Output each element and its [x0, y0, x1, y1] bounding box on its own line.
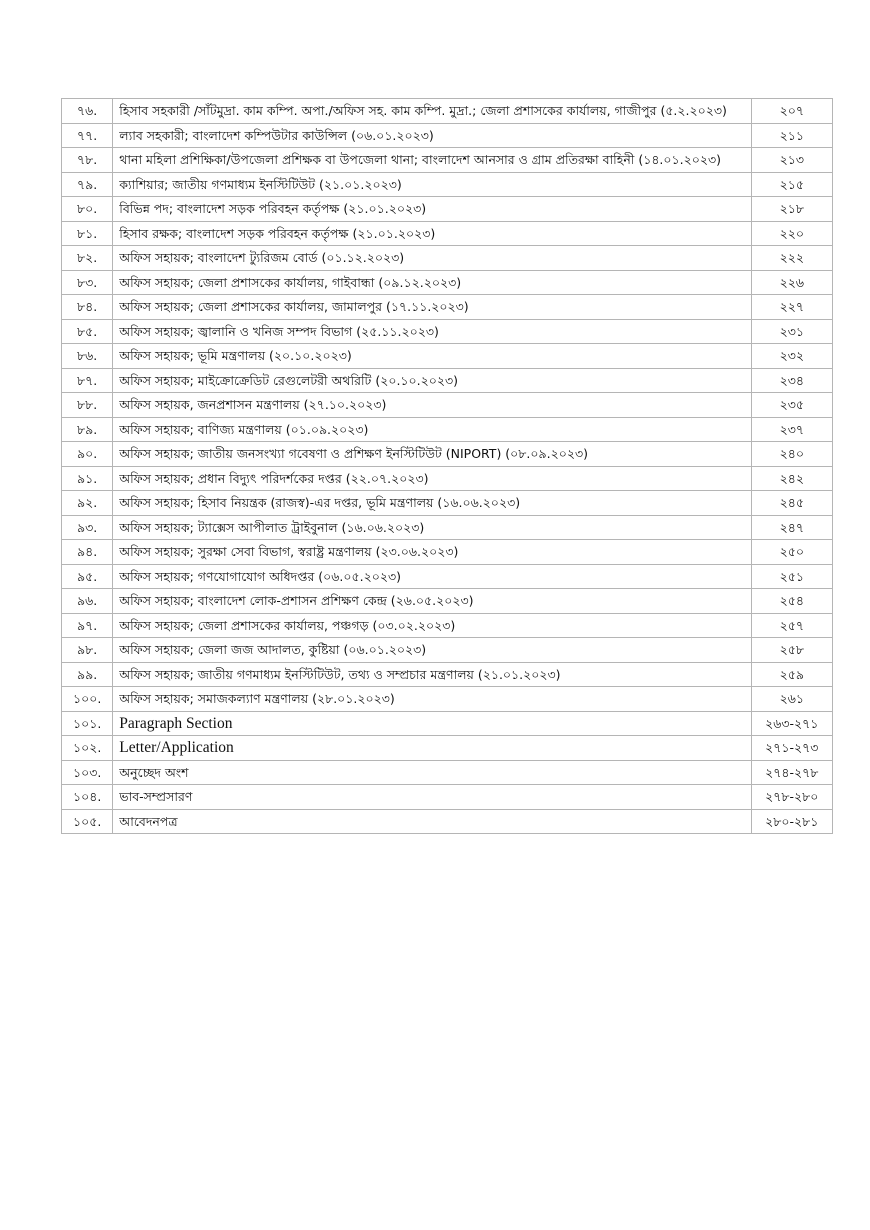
row-title: অফিস সহায়ক; জাতীয় গণমাধ্যম ইনস্টিটিউট, তথ্য ও সম্প্রচার মন্ত্রণালয় (২১.০১.২০২৩)	[113, 662, 751, 687]
row-title: হিসাব রক্ষক; বাংলাদেশ সড়ক পরিবহন কর্তৃপক্ষ (২১.০১.২০২৩)	[113, 221, 751, 246]
row-page-number: ২৬১	[751, 687, 832, 712]
table-row	[62, 564, 833, 589]
row-title: অফিস সহায়ক; সুরক্ষা সেবা বিভাগ, স্বরাষ্ট্র মন্ত্রণালয় (২৩.০৬.২০২৩)	[113, 540, 751, 565]
row-page-number: ২৪৭	[751, 515, 832, 540]
table-row	[62, 319, 833, 344]
contents-table-body	[62, 99, 833, 834]
row-title: অফিস সহায়ক; বাংলাদেশ লোক-প্রশাসন প্রশিক্ষণ কেন্দ্র (২৬.০৫.২০২৩)	[113, 589, 751, 614]
row-page-number: ২৪২	[751, 466, 832, 491]
row-title: অফিস সহায়ক; ভূমি মন্ত্রণালয় (২০.১০.২০২৩)	[113, 344, 751, 369]
table-row	[62, 662, 833, 687]
row-number: ১০২.	[62, 736, 113, 761]
table-row	[62, 172, 833, 197]
row-title: আবেদনপত্র	[113, 809, 751, 834]
row-title: হিসাব সহকারী /সাঁটমুদ্রা. কাম কম্পি. অপা./অফিস সহ. কাম কম্পি. মুদ্রা.; জেলা প্রশাসকের কার্যালয়, গাজীপুর (৫.২.২০২৩)	[113, 99, 751, 124]
row-page-number: ২৩৫	[751, 393, 832, 418]
table-row	[62, 613, 833, 638]
table-row	[62, 123, 833, 148]
row-number: ৮৩.	[62, 270, 113, 295]
row-page-number: ২৫০	[751, 540, 832, 565]
row-number: ৭৭.	[62, 123, 113, 148]
row-number: ৭৬.	[62, 99, 113, 124]
row-title: অফিস সহায়ক; মাইক্রোক্রেডিট রেগুলেটরী অথরিটি (২০.১০.২০২৩)	[113, 368, 751, 393]
table-row	[62, 368, 833, 393]
row-title: ভাব-সম্প্রসারণ	[113, 785, 751, 810]
row-number: ১০৫.	[62, 809, 113, 834]
table-row	[62, 466, 833, 491]
row-title: থানা মহিলা প্রশিক্ষিকা/উপজেলা প্রশিক্ষক বা উপজেলা থানা; বাংলাদেশ আনসার ও গ্রাম প্রতিরক্ষা বাহিনী (১৪.০১.২০২৩)	[113, 148, 751, 173]
row-title: অফিস সহায়ক; হিসাব নিয়ন্ত্রক (রাজস্ব)-এর দপ্তর, ভূমি মন্ত্রণালয় (১৬.০৬.২০২৩)	[113, 491, 751, 516]
row-number: ৯৬.	[62, 589, 113, 614]
row-title: অফিস সহায়ক, জনপ্রশাসন মন্ত্রণালয় (২৭.১০.২০২৩)	[113, 393, 751, 418]
row-number: ১০৩.	[62, 760, 113, 785]
table-row	[62, 417, 833, 442]
row-number: ৯২.	[62, 491, 113, 516]
table-row	[62, 442, 833, 467]
row-page-number: ২১৩	[751, 148, 832, 173]
table-row	[62, 736, 833, 761]
row-number: ১০১.	[62, 711, 113, 736]
row-number: ৮১.	[62, 221, 113, 246]
table-row	[62, 589, 833, 614]
row-number: ১০৪.	[62, 785, 113, 810]
row-number: ৮৫.	[62, 319, 113, 344]
row-number: ৭৯.	[62, 172, 113, 197]
row-title: অফিস সহায়ক; বাংলাদেশ ট্যুরিজম বোর্ড (০১.১২.২০২৩)	[113, 246, 751, 271]
row-page-number: ২৭৮-২৮০	[751, 785, 832, 810]
row-number: ৯১.	[62, 466, 113, 491]
row-page-number: ২৩২	[751, 344, 832, 369]
row-page-number: ২১৮	[751, 197, 832, 222]
row-page-number: ২১৫	[751, 172, 832, 197]
row-number: ৮২.	[62, 246, 113, 271]
row-page-number: ২০৭	[751, 99, 832, 124]
table-row	[62, 393, 833, 418]
row-number: ৯৪.	[62, 540, 113, 565]
table-row	[62, 687, 833, 712]
table-row	[62, 540, 833, 565]
table-row	[62, 99, 833, 124]
row-number: ৮৮.	[62, 393, 113, 418]
row-page-number: ২৫৮	[751, 638, 832, 663]
row-page-number: ২৫৯	[751, 662, 832, 687]
row-title: অফিস সহায়ক; জাতীয় জনসংখ্যা গবেষণা ও প্রশিক্ষণ ইনস্টিটিউট (NIPORT) (০৮.০৯.২০২৩)	[113, 442, 751, 467]
row-title: অফিস সহায়ক; গণযোগাযোগ অধিদপ্তর (০৬.০৫.২০২৩)	[113, 564, 751, 589]
table-row	[62, 270, 833, 295]
row-page-number: ২৩৪	[751, 368, 832, 393]
row-number: ৯৯.	[62, 662, 113, 687]
table-row	[62, 638, 833, 663]
table-row	[62, 711, 833, 736]
row-title: বিভিন্ন পদ; বাংলাদেশ সড়ক পরিবহন কর্তৃপক্ষ (২১.০১.২০২৩)	[113, 197, 751, 222]
row-page-number: ২৮০-২৮১	[751, 809, 832, 834]
row-page-number: ২২২	[751, 246, 832, 271]
row-number: ৭৮.	[62, 148, 113, 173]
row-number: ৮৬.	[62, 344, 113, 369]
row-page-number: ২৩১	[751, 319, 832, 344]
table-row	[62, 491, 833, 516]
row-page-number: ২২৬	[751, 270, 832, 295]
row-title: অফিস সহায়ক; জ্বালানি ও খনিজ সম্পদ বিভাগ (২৫.১১.২০২৩)	[113, 319, 751, 344]
row-number: ৯৮.	[62, 638, 113, 663]
row-title: Letter/Application	[113, 736, 751, 761]
row-page-number: ২৭১-২৭৩	[751, 736, 832, 761]
table-row	[62, 785, 833, 810]
row-number: ১০০.	[62, 687, 113, 712]
row-page-number: ২৫১	[751, 564, 832, 589]
row-page-number: ২২৭	[751, 295, 832, 320]
row-title: অফিস সহায়ক; জেলা জজ আদালত, কুষ্টিয়া (০৬.০১.২০২৩)	[113, 638, 751, 663]
row-title: অনুচ্ছেদ অংশ	[113, 760, 751, 785]
row-number: ৮৯.	[62, 417, 113, 442]
row-page-number: ২৪০	[751, 442, 832, 467]
row-title: অফিস সহায়ক; জেলা প্রশাসকের কার্যালয়, গাইবান্ধা (০৯.১২.২০২৩)	[113, 270, 751, 295]
row-number: ৮০.	[62, 197, 113, 222]
row-page-number: ২৩৭	[751, 417, 832, 442]
row-page-number: ২২০	[751, 221, 832, 246]
row-number: ৯০.	[62, 442, 113, 467]
row-title: অফিস সহায়ক; প্রধান বিদ্যুৎ পরিদর্শকের দপ্তর (২২.০৭.২০২৩)	[113, 466, 751, 491]
table-row	[62, 197, 833, 222]
table-row	[62, 515, 833, 540]
row-title: অফিস সহায়ক; জেলা প্রশাসকের কার্যালয়, জামালপুর (১৭.১১.২০২৩)	[113, 295, 751, 320]
row-page-number: ২৫৪	[751, 589, 832, 614]
row-number: ৯৩.	[62, 515, 113, 540]
row-title: অফিস সহায়ক; বাণিজ্য মন্ত্রণালয় (০১.০৯.২০২৩)	[113, 417, 751, 442]
table-row	[62, 760, 833, 785]
row-number: ৮৭.	[62, 368, 113, 393]
row-page-number: ২১১	[751, 123, 832, 148]
row-title: Paragraph Section	[113, 711, 751, 736]
table-row	[62, 148, 833, 173]
table-row	[62, 221, 833, 246]
row-number: ৯৫.	[62, 564, 113, 589]
row-number: ৮৪.	[62, 295, 113, 320]
row-page-number: ২৭৪-২৭৮	[751, 760, 832, 785]
row-number: ৯৭.	[62, 613, 113, 638]
contents-table	[61, 98, 833, 834]
row-page-number: ২৫৭	[751, 613, 832, 638]
table-row	[62, 809, 833, 834]
row-title: ক্যাশিয়ার; জাতীয় গণমাধ্যম ইনস্টিটিউট (২১.০১.২০২৩)	[113, 172, 751, 197]
table-row	[62, 246, 833, 271]
row-page-number: ২৬৩-২৭১	[751, 711, 832, 736]
table-row	[62, 295, 833, 320]
row-title: অফিস সহায়ক; জেলা প্রশাসকের কার্যালয়, পঞ্চগড় (০৩.০২.২০২৩)	[113, 613, 751, 638]
row-title: অফিস সহায়ক; ট্যাক্সেস আপীলাত ট্রাইবুনাল (১৬.০৬.২০২৩)	[113, 515, 751, 540]
table-row	[62, 344, 833, 369]
row-title: ল্যাব সহকারী; বাংলাদেশ কম্পিউটার কাউন্সিল (০৬.০১.২০২৩)	[113, 123, 751, 148]
row-title: অফিস সহায়ক; সমাজকল্যাণ মন্ত্রণালয় (২৮.০১.২০২৩)	[113, 687, 751, 712]
row-page-number: ২৪৫	[751, 491, 832, 516]
